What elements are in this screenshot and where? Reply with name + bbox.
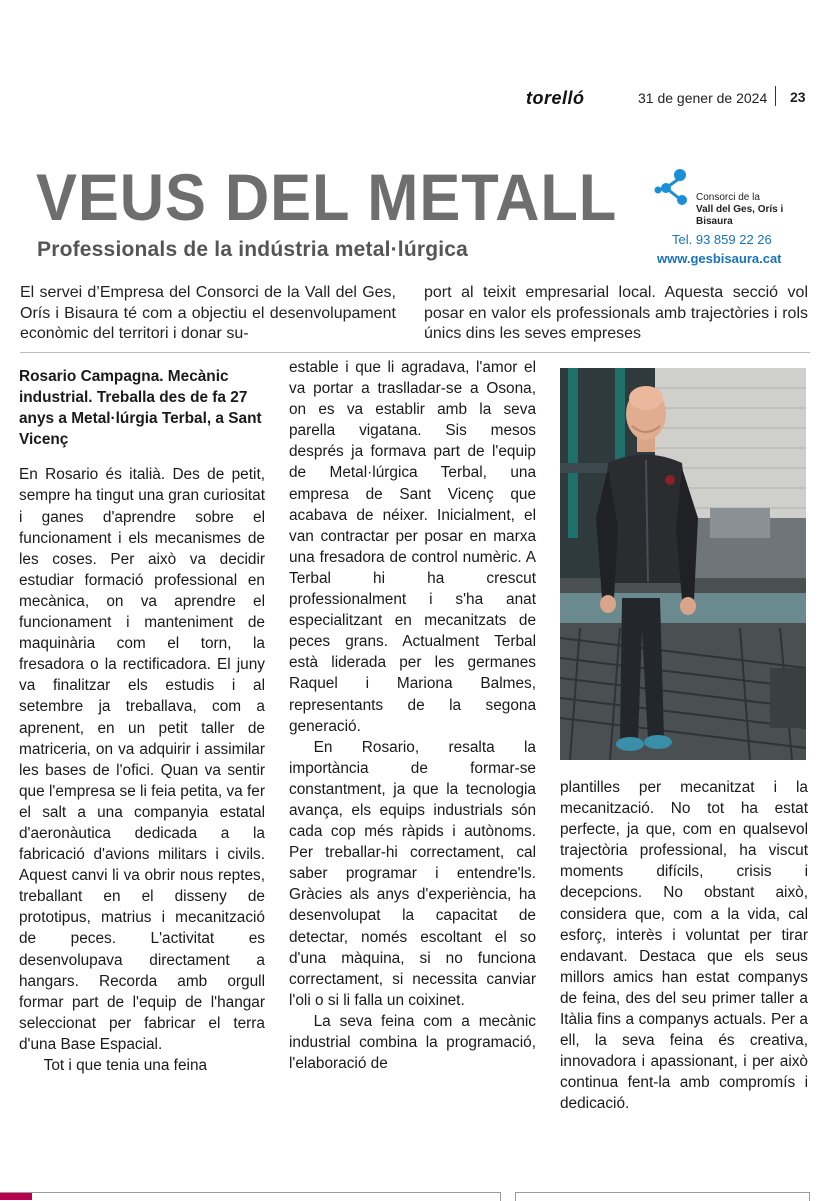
section-subtitle: Professionals de la indústria metal·lúrgica: [37, 238, 469, 261]
portrait-photo: [560, 368, 806, 760]
article-paragraph: estable i que li agradava, l'amor el va portar a traslladar-se a Osona, on es va establir amb la seva parella vigatana. Sis mesos després ja formava part de l'equip de Metal·lúrgica Terbal, una empresa de Sant Vicenç que acabava de néixer. Inicialment, el van contractar per posar en marxa una fresadora de control numèric. A Terbal hi ha crescut professionalment i s'ha anat especialitzant en mecanitzats de peces grans. Actualment Terbal està liderada per les germanes Raquel i Mariona Balmes, representants de la segona generació.: [289, 359, 536, 735]
intro-divider: [20, 352, 810, 353]
page-number: 23: [790, 89, 806, 105]
article-column-3: [560, 777, 808, 1115]
consortium-logo-icon: [654, 166, 692, 206]
intro-text-right: port al teixit empresarial local. Aquesta secció vol posar en valor els professionals amb trajectòries i rols únics dins les seves empreses: [424, 284, 808, 342]
intro-left-column: [20, 283, 396, 345]
consortium-phone: Tel. 93 859 22 26: [672, 232, 772, 247]
article-paragraph: En Rosario, resalta la importància de formar-se constantment, ja que la tecnologia avança, els equips industrials són cada cop més ràpids i autònoms. Per treballar-hi correctament, cal saber programar i entendre'ls. Gràcies als anys d'experiència, ha desenvolupat la capacitat de detectar, només escoltant el so d'una màquina, si no funciona correctament, si necessita canviar l'oli o si li falla un coixinet.: [289, 738, 536, 1009]
intro-text-left: El servei d’Empresa del Consorci de la Vall del Ges, Orís i Bisaura té com a objectiu el desenvolupament econòmic del territori i donar su-: [20, 284, 396, 342]
article-column-2: [289, 357, 536, 1074]
newspaper-brand: torelló: [526, 88, 585, 108]
article-paragraph: La seva feina com a mecànic industrial combina la programació, l'elaboració de: [289, 1012, 536, 1073]
issue-date: 31 de gener de 2024: [638, 90, 768, 106]
consortium-line-1: Consorci de la: [696, 192, 760, 203]
consortium-website-link[interactable]: www.gesbisaura.cat: [657, 251, 782, 266]
consortium-name: [696, 192, 806, 228]
footer-accent-mark: [0, 1193, 32, 1200]
article-paragraph: En Rosario és italià. Des de petit, sempre ha tingut una gran curiositat i ganes d'aprendre sobre el funcionament i els mecanismes de les coses. Per això va decidir estudiar formació professional en mecànica, on va aprendre el funcionament i manteniment de maquinària com el torn, la fresadora o la rectificadora. El juny va finalitzar els estudis i al setembre ja treballava, com a aprenent, en un petit taller de matriceria, on va adquirir i assimilar les bases de l'ofici. Quan va sentir que l'empresa se li feia petita, va fer el salt a una companyia estatal d'aeronàutica dedicada a la fabricació d'avions militars i civils. Aquest canvi li va obrir nous reptes, treballant en el disseny de prototipus, matrius i mecanització de peces. L'activitat es desenvolupava directament a hangars. Recorda amb orgull formar part de l'equip de l'hangar seleccionat per fabricar el terra d'una Base Espacial.: [19, 466, 265, 1053]
section-title: VEUS DEL METALL: [36, 160, 618, 234]
header-divider: [775, 86, 776, 106]
consortium-line-2: Vall del Ges, Orís i: [696, 204, 784, 215]
article-paragraph: Tot i que tenia una feina: [43, 1057, 208, 1074]
article-column-1: [19, 366, 265, 1076]
article-paragraph: plantilles per mecanitzat i la mecanització. No tot ha estat perfecte, ja que, com en qualsevol trajectòria professional, ha viscut moments difícils, crisis i decepcions. No obstant això, considera que, com a la vida, cal esforç, interès i voluntat per tirar endavant. Destaca que els seus millors amics han estat companys de feina, des del seu primer taller a Itàlia fins a companys actuals. Per a ell, la seva feina és creativa, innovadora i apassionant, i per això continua fent-la amb compromís i dedicació.: [560, 779, 808, 1113]
consortium-line-3: Bisaura: [696, 216, 733, 227]
intro-right-column: [424, 283, 808, 345]
article-lead: Rosario Campagna. Mecànic industrial. Treballa des de fa 27 anys a Metal·lúrgia Terbal, a Sant Vicenç: [19, 368, 262, 449]
